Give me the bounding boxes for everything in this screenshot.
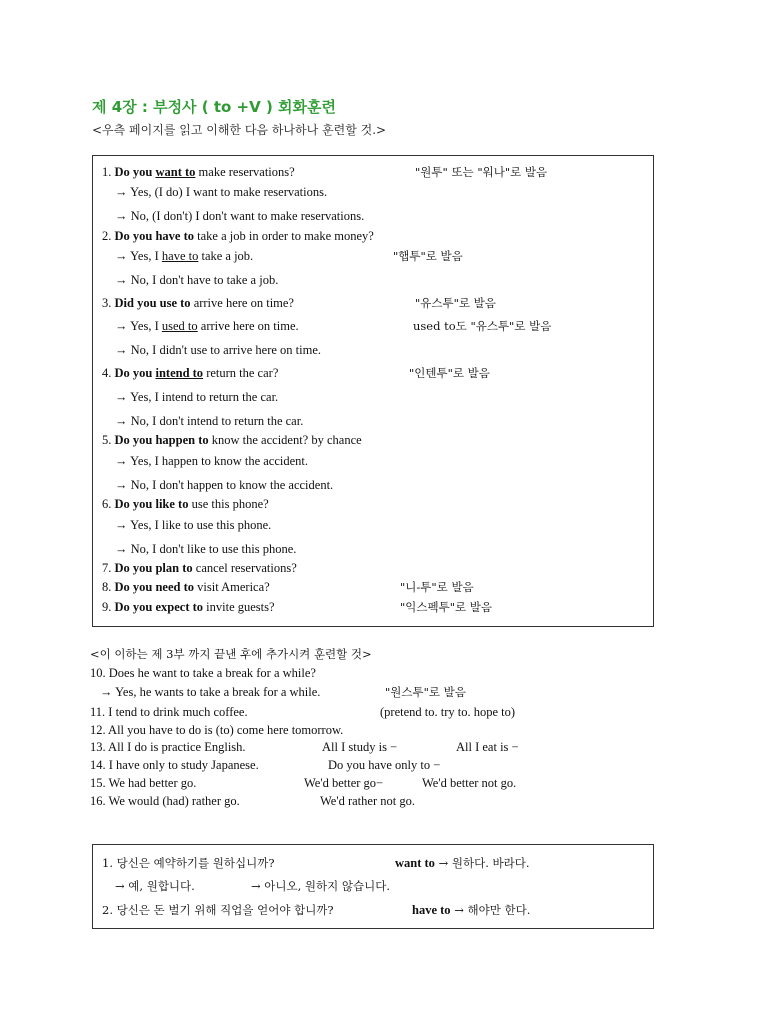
answer-underline: used to xyxy=(161,319,198,333)
q1-underline: want to xyxy=(155,165,196,179)
answer-text: → No, I don't like to use this phone. xyxy=(115,542,297,556)
item-14 xyxy=(90,755,650,775)
q1-rest: make reservations? xyxy=(195,165,295,179)
answer-text: → Yes, I intend to return the car. xyxy=(115,390,279,404)
q1-number: 1. xyxy=(102,165,115,179)
answer-text: → No, I don't happen to know the accident. xyxy=(115,478,334,492)
q8-number: 8. xyxy=(102,580,115,594)
q2-bold: Do you have to xyxy=(114,229,195,243)
answer-5-yes xyxy=(93,451,653,471)
question-8 xyxy=(93,577,653,597)
answer-2-yes xyxy=(93,246,653,266)
answer-text: → No, (I don't) I don't want to make reservations. xyxy=(115,209,365,223)
q4-rest: return the car? xyxy=(203,366,279,380)
practice-box-1 xyxy=(92,155,654,627)
q6-number: 6. xyxy=(102,497,115,511)
answer-1-yes xyxy=(93,182,653,202)
item-text: All I study is − xyxy=(322,740,398,754)
item-text: 16. We would (had) rather go. xyxy=(90,794,240,808)
answer-6-no xyxy=(93,539,653,559)
answer-text: → No, I don't have to take a job. xyxy=(115,273,279,287)
q8-rest: visit America? xyxy=(194,580,270,594)
question-2 xyxy=(93,226,653,246)
answer-2-no xyxy=(93,270,653,290)
q3-rest: arrive here on time? xyxy=(190,296,294,310)
page-title: 제 4장 : 부정사 ( to +V ) 회화훈련 xyxy=(92,98,336,116)
q5-number: 5. xyxy=(102,433,115,447)
item-text: We'd rather not go. xyxy=(320,794,415,808)
item-text: 13. All I do is practice English. xyxy=(90,740,246,754)
item-text: 2. 당신은 돈 벌기 위해 직업을 얻어야 합니까? xyxy=(102,903,334,917)
q1-note: "원투" 또는 "워나"로 발음 xyxy=(415,165,548,179)
answer-text: take a job. xyxy=(198,249,254,263)
q2-number: 2. xyxy=(102,229,115,243)
q9-note: "익스펙투"로 발음 xyxy=(400,600,492,614)
q9-number: 9. xyxy=(102,600,115,614)
item-10 xyxy=(90,663,650,683)
question-7 xyxy=(93,558,653,578)
q3-number: 3. xyxy=(102,296,115,310)
q7-bold: Do you plan to xyxy=(114,561,193,575)
heading-text: <이 이하는 제 3부 까지 끝낸 후에 추가시켜 훈련할 것> xyxy=(90,647,372,661)
q8-bold: Do you need to xyxy=(114,580,195,594)
answer-3-yes xyxy=(93,316,653,336)
answer-4-yes xyxy=(93,387,653,407)
item-11 xyxy=(90,702,650,722)
item-text: → 해야만 한다. xyxy=(450,903,531,917)
answer-underline: have to xyxy=(161,249,199,263)
korean-answers-1 xyxy=(93,876,653,896)
q8-note: "니-투"로 발음 xyxy=(400,580,474,594)
item-text: 12. All you have to do is (to) come here tomorrow. xyxy=(90,723,344,737)
answer-text: → Yes, I happen to know the accident. xyxy=(115,454,309,468)
item-text: 11. I tend to drink much coffee. xyxy=(90,705,248,719)
answer-1-no xyxy=(93,206,653,226)
q3-note-2: used to도 "유스투"로 발음 xyxy=(413,319,552,333)
item-10-answer xyxy=(90,682,650,702)
answer-text: → Yes, I like to use this phone. xyxy=(115,518,272,532)
item-text: Do you have only to − xyxy=(328,758,441,772)
item-text: All I eat is − xyxy=(456,740,519,754)
item-text: → 원하다. 바라다. xyxy=(434,856,530,870)
korean-question-1 xyxy=(93,853,653,873)
q9-bold: Do you expect to xyxy=(114,600,204,614)
q1-bold: Do you xyxy=(114,165,156,179)
practice-box-2 xyxy=(92,844,654,929)
answer-5-no xyxy=(93,475,653,495)
answer-4-no xyxy=(93,411,653,431)
item-text: → 예, 원합니다. xyxy=(115,879,195,893)
question-1 xyxy=(93,162,653,182)
q3-bold: Did you use to xyxy=(114,296,191,310)
answer-text: → No, I didn't use to arrive here on time. xyxy=(115,343,322,357)
q4-bold: Do you xyxy=(114,366,156,380)
item-text: 15. We had better go. xyxy=(90,776,197,790)
item-text: 10. Does he want to take a break for a while? xyxy=(90,666,316,680)
q5-bold: Do you happen to xyxy=(114,433,209,447)
q2-note: "햅투"로 발음 xyxy=(393,249,463,263)
item-note: (pretend to. try to. hope to) xyxy=(380,705,516,719)
item-text: → 아니오, 원하지 않습니다. xyxy=(251,879,391,893)
q2-rest: take a job in order to make money? xyxy=(194,229,374,243)
item-16 xyxy=(90,791,650,811)
q4-note: "인텐투"로 발음 xyxy=(409,366,490,380)
answer-3-no xyxy=(93,340,653,360)
korean-question-2 xyxy=(93,900,653,920)
q7-rest: cancel reservations? xyxy=(192,561,297,575)
answer-text: → No, I don't intend to return the car. xyxy=(115,414,304,428)
item-text: → Yes, he wants to take a break for a while. xyxy=(100,685,321,699)
question-5 xyxy=(93,430,653,450)
question-4 xyxy=(93,363,653,383)
answer-text: → Yes, I xyxy=(115,319,162,333)
item-text: 1. 당신은 예약하기를 원하십니까? xyxy=(102,856,275,870)
item-13 xyxy=(90,737,650,757)
q4-underline: intend to xyxy=(155,366,204,380)
item-text: We'd better not go. xyxy=(422,776,517,790)
item-note: "원스투"로 발음 xyxy=(385,685,466,699)
answer-6-yes xyxy=(93,515,653,535)
q4-number: 4. xyxy=(102,366,115,380)
page-subtitle: <우측 페이지를 읽고 이해한 다음 하나하나 훈련할 것.> xyxy=(92,123,387,137)
q3-note: "유스투"로 발음 xyxy=(415,296,496,310)
question-6 xyxy=(93,494,653,514)
q7-number: 7. xyxy=(102,561,115,575)
q6-rest: use this phone? xyxy=(188,497,269,511)
item-15 xyxy=(90,773,650,793)
q5-rest: know the accident? by chance xyxy=(208,433,362,447)
q6-bold: Do you like to xyxy=(114,497,189,511)
answer-text: → Yes, I xyxy=(115,249,162,263)
item-bold: want to xyxy=(395,856,435,870)
item-bold: have to xyxy=(412,903,451,917)
section-heading xyxy=(90,644,650,664)
question-3 xyxy=(93,293,653,313)
answer-text: → Yes, (I do) I want to make reservations. xyxy=(115,185,328,199)
question-9 xyxy=(93,597,653,617)
q9-rest: invite guests? xyxy=(203,600,275,614)
item-text: 14. I have only to study Japanese. xyxy=(90,758,259,772)
answer-text: arrive here on time. xyxy=(197,319,299,333)
item-text: We'd better go− xyxy=(304,776,384,790)
